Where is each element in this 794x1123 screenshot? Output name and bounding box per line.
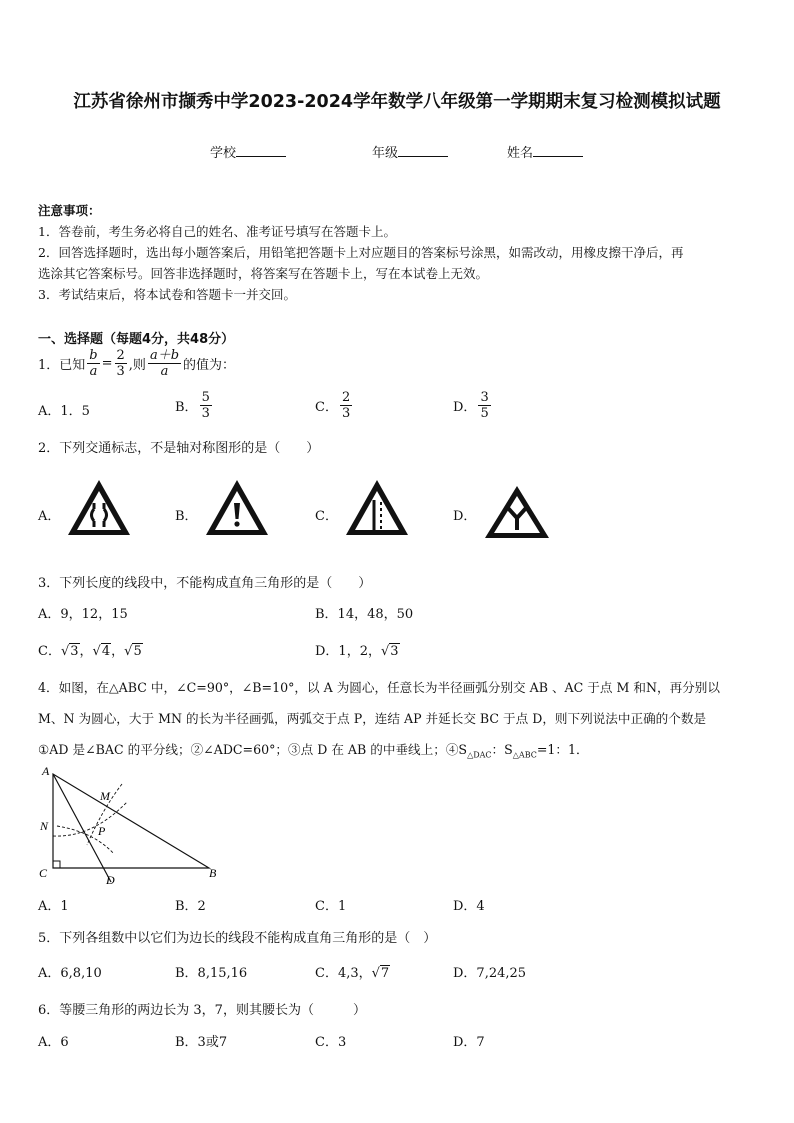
q4-option-d: D．4	[453, 899, 485, 914]
q1-option-a	[38, 400, 90, 419]
lane-line-sign-icon	[344, 478, 410, 538]
question-2-stem: 2．下列交通标志，不是轴对称图形的是（ ）	[38, 441, 320, 456]
label-c: C	[39, 866, 48, 880]
triangle-construction-figure	[32, 762, 232, 890]
q1-rhs-den: 3	[116, 364, 125, 379]
label-p: P	[98, 824, 106, 838]
section-heading: 一、选择题（每题4分，共48分）	[38, 332, 235, 347]
q1-query-num: a＋b	[149, 348, 180, 363]
notes-heading: 注意事项：	[38, 203, 101, 218]
arc-from-n	[57, 826, 114, 854]
option-num: 3	[480, 390, 489, 405]
question-5-stem: 5．下列各组数中以它们为边长的线段不能构成直角三角形的是（ ）	[38, 931, 437, 946]
q1-query-den: a	[160, 364, 169, 379]
question-1-stem	[38, 348, 235, 379]
option-label: B．	[175, 400, 198, 415]
option-den: 3	[201, 406, 210, 421]
option-den: 5	[480, 406, 489, 421]
option-label: C．	[315, 400, 338, 415]
q1-lhs-fraction	[87, 348, 99, 379]
question-4-line-3: ①AD 是∠BAC 的平分线；②∠ADC=60°；③点 D 在 AB 的中垂线上；$④S_{\triangle DAC}$：$S_{\triangle ABC}=1$：1．	[38, 742, 589, 760]
triangle-abc	[53, 774, 209, 868]
q1-rhs-num: 2	[116, 348, 125, 363]
q2-option-c-label: C．	[315, 509, 338, 524]
option-text: 1．5	[60, 404, 90, 419]
q4-option-c: C．1	[315, 899, 347, 914]
sqrt: √7	[371, 966, 390, 981]
question-4-line-1: 4．如图，在△ABC 中，∠C=90°，∠B=10°，以 A 为圆心，任意长为半径画弧分别交 AB 、AC 于点 M 和N，再分别以	[38, 680, 720, 695]
label-a: A	[42, 764, 50, 778]
grade-field	[372, 142, 448, 161]
question-4-line-2: M、N 为圆心，大于 MN 的长为半径画弧，两弧交于点 P，连结 AP 并延长交 BC 于点 D，则下列说法中正确的个数是	[38, 711, 707, 726]
sqrt: √4	[92, 644, 111, 659]
arc-from-a	[53, 802, 127, 836]
school-field	[210, 142, 286, 161]
q6-option-b: B．3或7	[175, 1035, 228, 1050]
q1-option-c	[315, 390, 354, 421]
school-label: 学校	[210, 146, 237, 161]
option-label: D．	[453, 400, 477, 415]
q5-option-c: C．4,3，√7	[315, 966, 390, 981]
q6-option-d: D．7	[453, 1035, 485, 1050]
q2-option-a-label: A．	[38, 509, 61, 524]
q2-option-b-label: B．	[175, 509, 198, 524]
option-text: D．1，2，	[315, 644, 381, 659]
q1-equals: =	[101, 356, 113, 371]
q3-option-a: A．9，12，15	[38, 607, 128, 622]
y-junction-sign-icon	[483, 484, 551, 540]
q6-option-c: C．3	[315, 1035, 347, 1050]
grade-label: 年级	[372, 146, 399, 161]
sqrt: √3	[60, 644, 79, 659]
label-m: M	[100, 789, 110, 803]
road-narrows-sign-icon	[66, 478, 132, 538]
q2-option-d-label: D．	[453, 509, 477, 524]
option-label: C．	[38, 644, 61, 659]
q4-option-a: A．1	[38, 899, 69, 914]
name-field	[507, 142, 583, 161]
exam-title: 江苏省徐州市撷秀中学2023-2024学年数学八年级第一学期期末复习检测模拟试题	[73, 92, 721, 112]
notes-block	[38, 200, 683, 305]
grade-blank	[398, 144, 448, 157]
notes-item: 2．回答选择题时，选出每小题答案后，用铅笔把答题卡上对应题目的答案标号涂黑，如需改动，用橡皮擦干净后，再	[38, 245, 684, 260]
q1-suffix: 的值为：	[183, 358, 236, 373]
option-num: 2	[341, 390, 351, 405]
school-blank	[236, 144, 286, 157]
option-label: A．	[38, 404, 61, 419]
name-blank	[533, 144, 583, 157]
sqrt: √3	[380, 644, 399, 659]
notes-item: 1．答卷前，考生务必将自己的姓名、准考证号填写在答题卡上。	[38, 224, 396, 239]
q3-option-b: B．14，48，50	[315, 607, 414, 622]
label-d: D	[106, 873, 115, 887]
q3-option-c: C．√3，√4，√5	[38, 644, 142, 659]
q5-option-a: A．6,8,10	[38, 966, 102, 981]
q1-option-b	[175, 390, 214, 421]
notes-item: 3．考试结束后，将本试卷和答题卡一并交回。	[38, 287, 296, 302]
q3-option-d	[315, 640, 400, 659]
question-6-stem: 6．等腰三角形的两边长为 3，7，则其腰长为（ ）	[38, 1003, 366, 1018]
q1-rhs-fraction	[115, 348, 127, 379]
sqrt: √5	[124, 644, 142, 659]
notes-item: 选涂其它答案标号。回答非选择题时，将答案写在答题卡上，写在本试卷上无效。	[38, 266, 489, 281]
exclamation-warning-sign-icon	[204, 478, 270, 538]
q1-option-d	[453, 390, 493, 421]
q5-option-d: D．7,24,25	[453, 966, 527, 981]
label-b: B	[209, 866, 217, 880]
right-angle-mark	[53, 861, 60, 868]
q5-option-b: B．8,15,16	[175, 966, 248, 981]
q1-lhs-den: a	[89, 364, 98, 379]
option-den: 3	[341, 406, 351, 421]
q4-option-b: B．2	[175, 899, 206, 914]
q1-lhs-num: b	[89, 348, 98, 363]
option-num: 5	[201, 390, 210, 405]
name-label: 姓名	[507, 146, 534, 161]
label-n: N	[40, 819, 49, 833]
q1-query-fraction	[148, 348, 181, 379]
q1-mid: ,则	[128, 358, 146, 373]
question-3-stem: 3．下列长度的线段中，不能构成直角三角形的是（ ）	[38, 576, 372, 591]
q1-prefix: 1．已知	[38, 358, 86, 373]
q6-option-a: A．6	[38, 1035, 69, 1050]
